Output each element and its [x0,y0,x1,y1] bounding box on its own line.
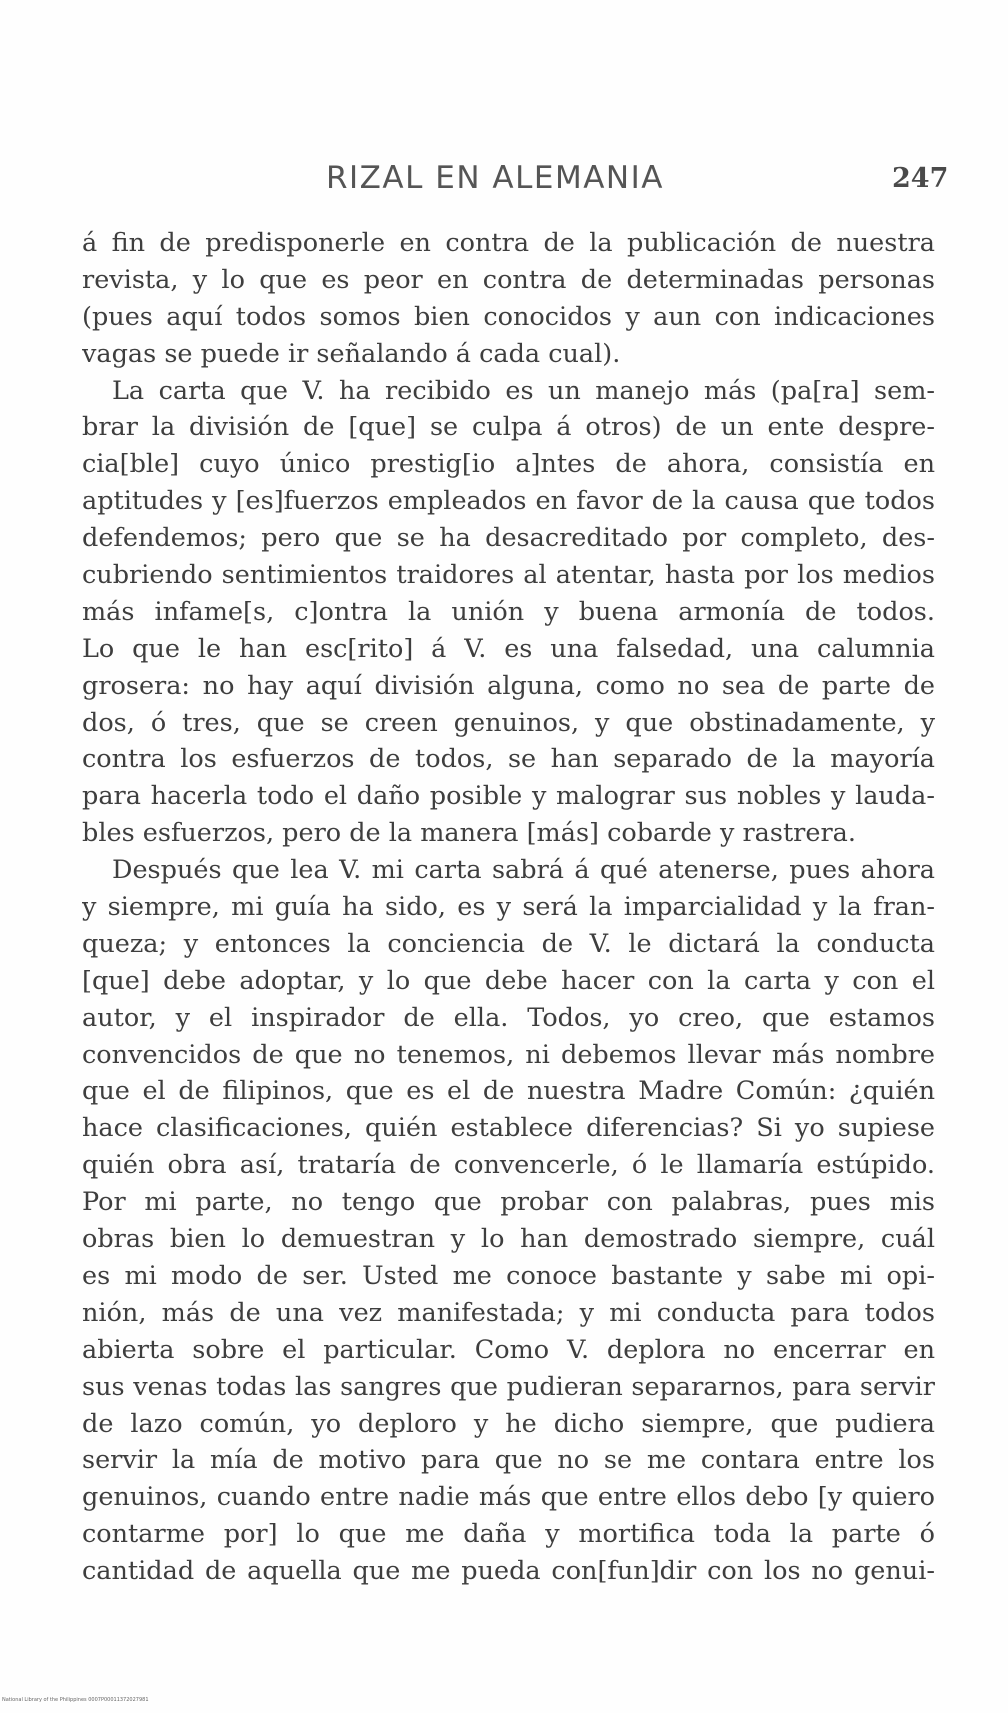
text-line: La carta que V. ha recibido es un manejo más (pa[ra] sem- [112,375,935,406]
text-line: obras bien lo demuestran y lo han demostrado siempre, cuál [82,1224,935,1255]
text-line: más infame[s, c]ontra la unión y buena armonía de todos. [82,596,935,627]
text-line: dos, ó tres, que se creen genuinos, y que obstinadamente, y [82,707,935,738]
text-line: abierta sobre el particular. Como V. deplora no encerrar en [82,1334,935,1365]
text-line: sus venas todas las sangres que pudieran separarnos, para servir [82,1371,935,1402]
text-line: nión, más de una vez manifestada; y mi conducta para todos [82,1297,935,1328]
scan-credit: National Library of the Philippines 0007P00011372027981 [2,1697,149,1703]
text-line: cubriendo sentimientos traidores al atentar, hasta por los medios [82,560,935,591]
text-line: á fin de predisponerle en contra de la publicación de nuestra [82,228,935,258]
text-line: que el de filipinos, que es el de nuestra Madre Común: ¿quién [82,1076,935,1107]
text-line: para hacerla todo el daño posible y malograr sus nobles y lauda- [82,781,935,812]
text-line: contra los esfuerzos de todos, se han separado de la mayoría [82,744,935,775]
text-line: de lazo común, yo deploro y he dicho siempre, que pudiera [82,1408,935,1439]
page-number: 247 [892,163,949,194]
text-line: Por mi parte, no tengo que probar con palabras, pues mis [82,1187,935,1218]
text-line: [que] debe adoptar, y lo que debe hacer con la carta y con el [82,965,935,996]
body-text [82,225,935,1590]
text-line: (pues aquí todos somos bien conocidos y aun con indicaciones [82,301,935,332]
text-line: contarme por] lo que me daña y mortifica toda la parte ó [82,1519,935,1550]
text-line: convencidos de que no tenemos, ni debemos llevar más nombre [82,1039,935,1070]
text-line: cantidad de aquella que me pueda con[fun]dir con los no genui- [82,1556,935,1587]
text-line: vagas se puede ir señalando á cada cual). [82,338,621,369]
text-line: quién obra así, trataría de convencerle, ó le llamaría estúpido. [82,1150,935,1181]
text-line: cia[ble] cuyo único prestig[io a]ntes de ahora, consistía en [82,449,935,480]
text-line: defendemos; pero que se ha desacreditado por completo, des- [82,523,935,554]
text-line: brar la división de [que] se culpa á otros) de un ente despre- [82,412,935,443]
text-line: genuinos, cuando entre nadie más que entre ellos debo [y quiero [82,1482,935,1513]
text-line: aptitudes y [es]fuerzos empleados en favor de la causa que todos [82,486,935,517]
text-line: servir la mía de motivo para que no se me contara entre los [82,1445,935,1476]
text-line: autor, y el inspirador de ella. Todos, yo creo, que estamos [82,1002,935,1033]
text-line: revista, y lo que es peor en contra de determinadas personas [82,264,935,295]
text-line: bles esfuerzos, pero de la manera [más] cobarde y rastrera. [82,818,856,849]
text-line: hace clasificaciones, quién establece diferencias? Si yo supiese [82,1113,935,1144]
running-title: RIZAL EN ALEMANIA [326,160,664,196]
text-line: Después que lea V. mi carta sabrá á qué atenerse, pues ahora [112,855,935,886]
text-line: y siempre, mi guía ha sido, es y será la imparcialidad y la fran- [82,892,935,923]
text-line: Lo que le han esc[rito] á V. es una falsedad, una calumnia [82,633,935,664]
text-line: grosera: no hay aquí división alguna, como no sea de parte de [82,670,935,701]
text-line: queza; y entonces la conciencia de V. le dictará la conducta [82,928,935,959]
text-line: es mi modo de ser. Usted me conoce bastante y sabe mi opi- [82,1260,935,1291]
